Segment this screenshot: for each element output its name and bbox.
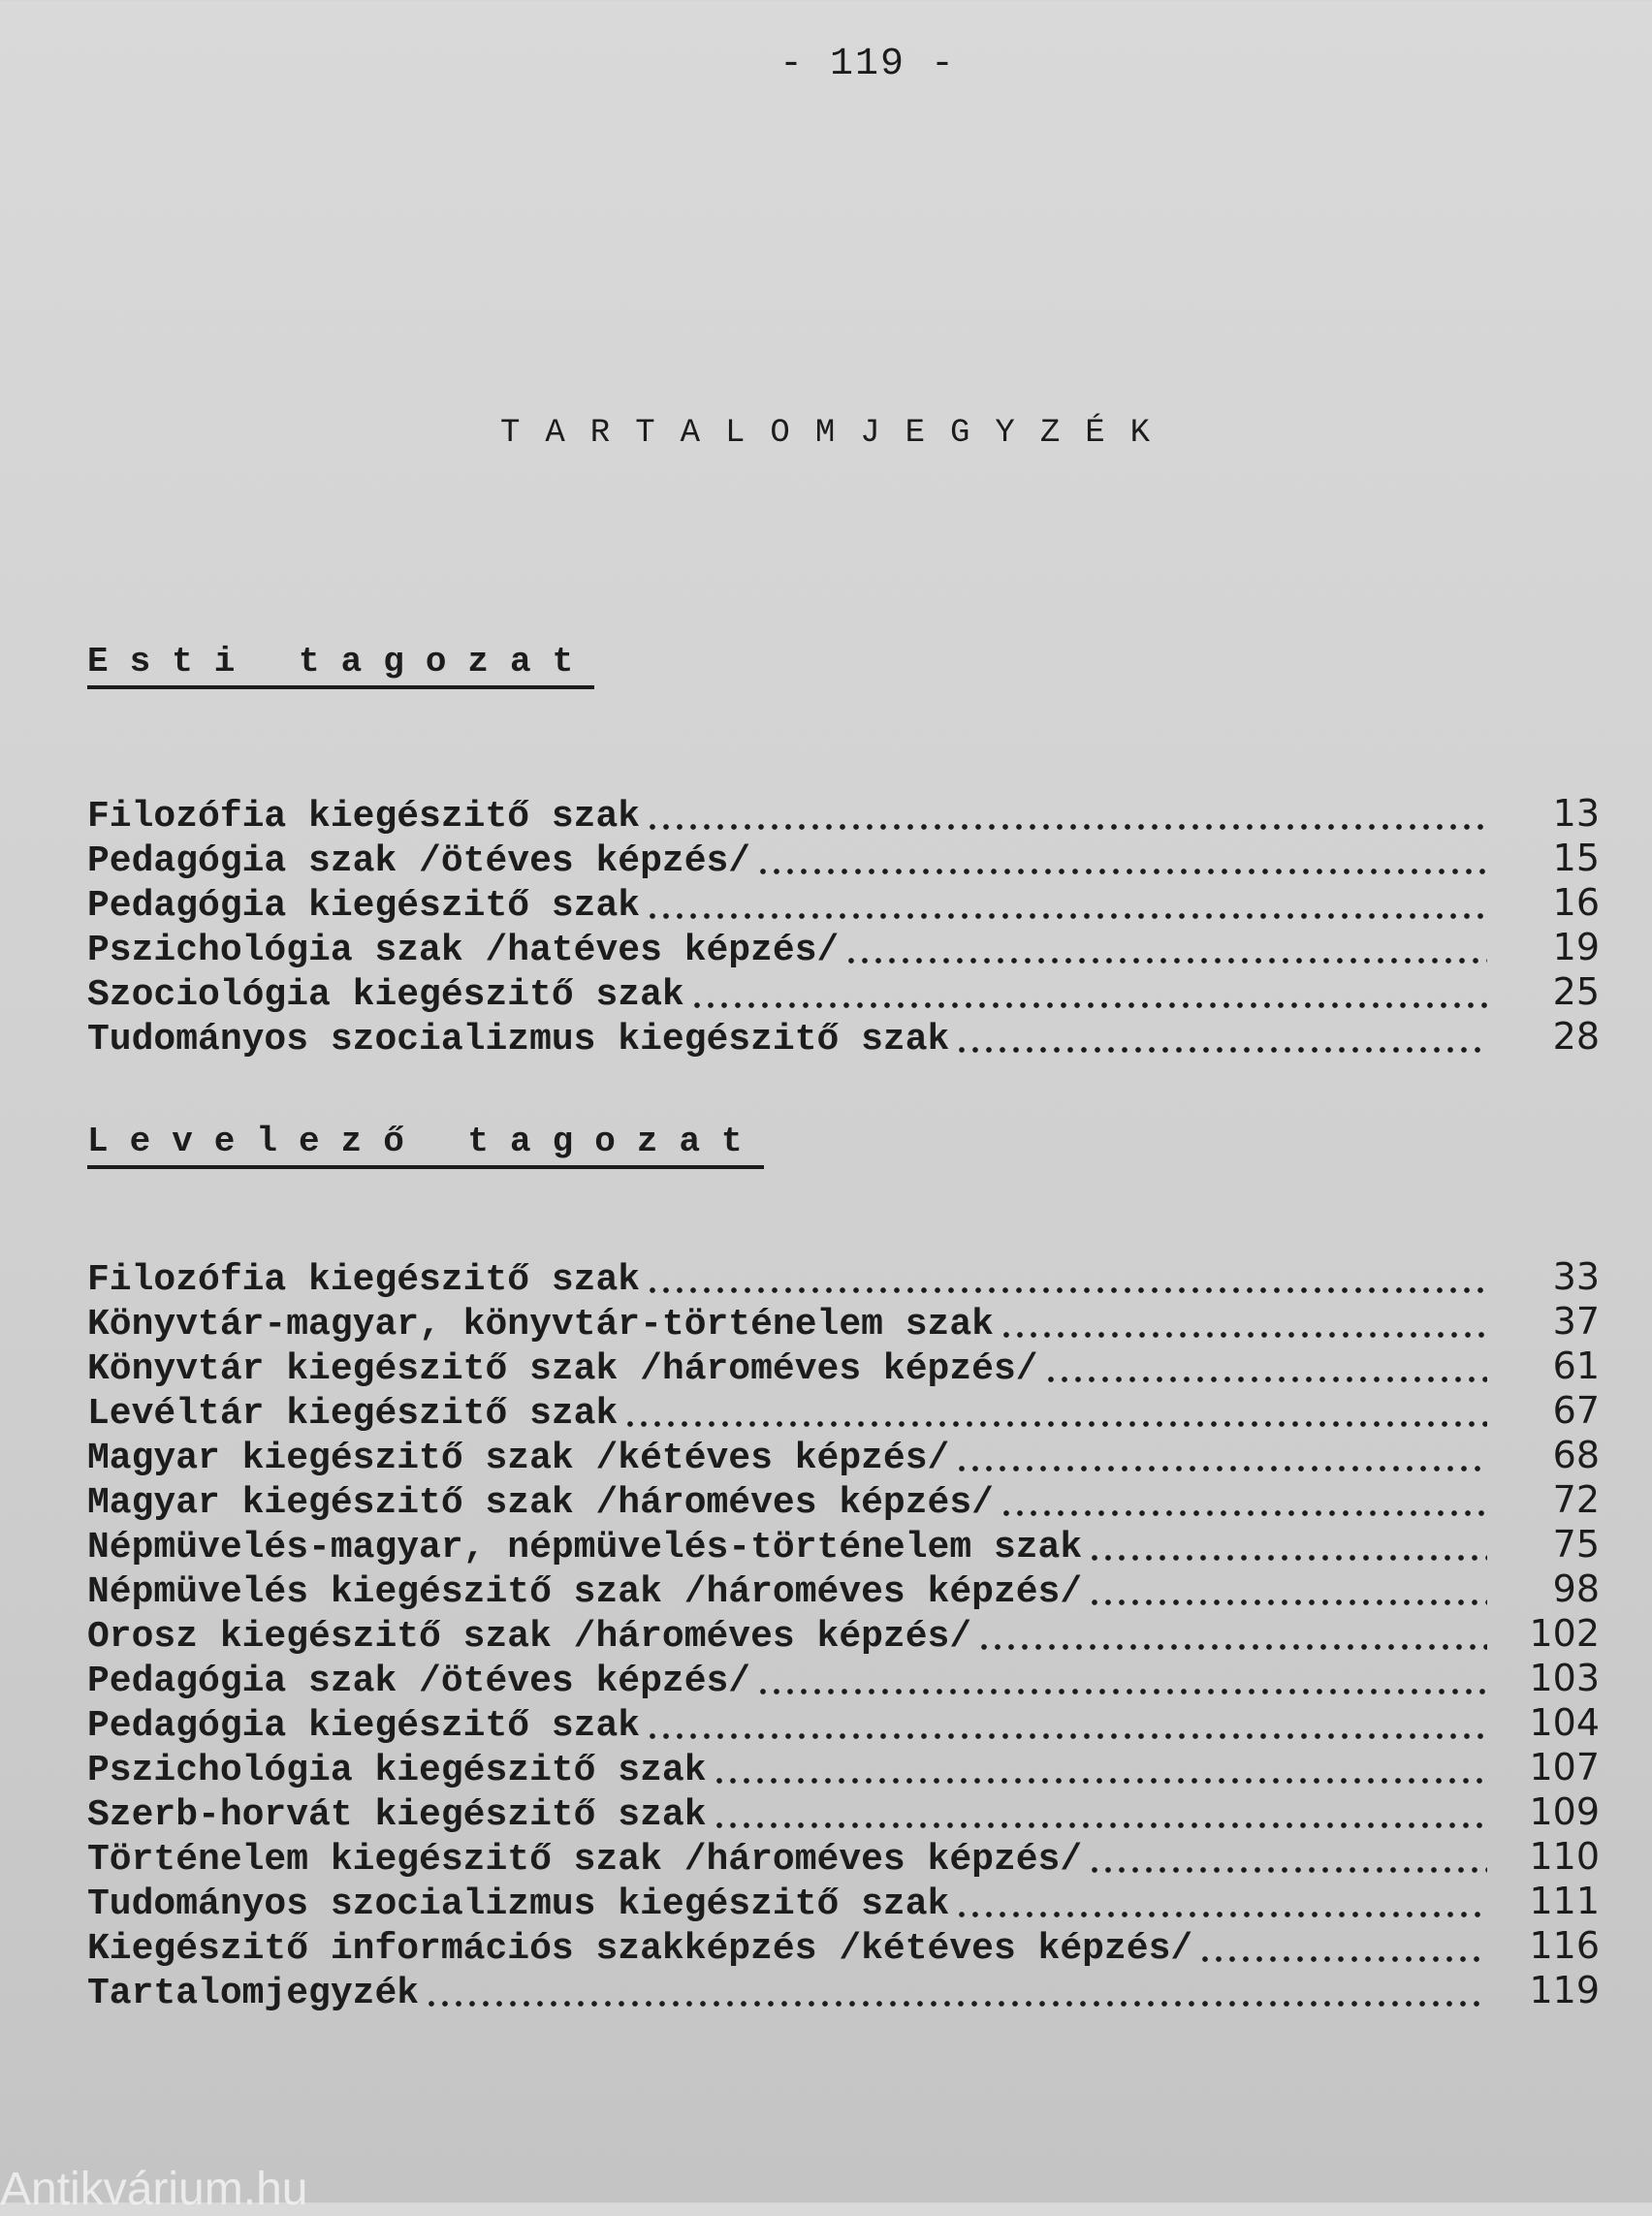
dot-leader bbox=[425, 2001, 1487, 2007]
toc-entry-title: Pedagógia szak /ötéves képzés/ bbox=[87, 840, 751, 882]
toc-entry-title: Történelem kiegészitő szak /hároméves képzés/ bbox=[87, 1839, 1083, 1881]
toc-entry-page: 19 bbox=[1552, 926, 1600, 968]
toc-entry-page: 15 bbox=[1552, 837, 1600, 879]
toc-entry-page: 119 bbox=[1529, 1969, 1600, 2011]
toc-entry bbox=[87, 838, 1600, 882]
toc-entry-title: Levéltár kiegészitő szak bbox=[87, 1393, 619, 1435]
dot-leader bbox=[955, 1466, 1487, 1472]
toc-entry-page: 116 bbox=[1529, 1924, 1600, 1967]
toc-entry-page: 13 bbox=[1552, 792, 1600, 835]
toc-entry-title: Népmüvelés kiegészitő szak /hároméves képzés/ bbox=[87, 1571, 1083, 1613]
dot-leader bbox=[756, 869, 1487, 874]
toc-entry-page: 33 bbox=[1552, 1255, 1600, 1298]
toc-entry bbox=[87, 1345, 1600, 1390]
dot-leader bbox=[646, 1287, 1487, 1293]
toc-entry bbox=[87, 1881, 1600, 1925]
toc-entry-page: 104 bbox=[1529, 1701, 1600, 1744]
toc-entry-page: 67 bbox=[1552, 1389, 1600, 1432]
toc-entry-page: 16 bbox=[1552, 881, 1600, 924]
toc-entry bbox=[87, 971, 1600, 1016]
toc-entry-title: Pedagógia kiegészitő szak bbox=[87, 1705, 641, 1747]
toc-entry-title: Könyvtár kiegészitő szak /hároméves képzés/ bbox=[87, 1348, 1038, 1390]
dot-leader bbox=[646, 913, 1487, 919]
section-heading-esti: Esti tagozat bbox=[87, 642, 594, 689]
toc-entry bbox=[87, 927, 1600, 971]
toc-entry-page: 98 bbox=[1552, 1567, 1600, 1610]
toc-entry bbox=[87, 1970, 1600, 2014]
dot-leader bbox=[646, 824, 1487, 830]
toc-entry bbox=[87, 882, 1600, 927]
toc-list-esti bbox=[87, 793, 1600, 1061]
toc-entry-page: 37 bbox=[1552, 1300, 1600, 1343]
toc-entry-title: Szociológia kiegészitő szak bbox=[87, 974, 684, 1016]
toc-entry bbox=[87, 1390, 1600, 1435]
toc-entry-page: 110 bbox=[1529, 1835, 1600, 1878]
toc-entry-title: Népmüvelés-magyar, népmüvelés-történelem szak bbox=[87, 1527, 1083, 1568]
toc-entry bbox=[87, 1791, 1600, 1836]
toc-entry bbox=[87, 1301, 1600, 1345]
toc-entry-page: 28 bbox=[1552, 1015, 1600, 1058]
dot-leader bbox=[713, 1822, 1487, 1828]
toc-entry-title: Magyar kiegészitő szak /hároméves képzés/ bbox=[87, 1482, 994, 1524]
toc-entry bbox=[87, 793, 1600, 838]
toc-entry-page: 75 bbox=[1552, 1523, 1600, 1566]
toc-entry-page: 68 bbox=[1552, 1434, 1600, 1476]
watermark: Antikvárium.hu bbox=[0, 2164, 308, 2215]
toc-entry bbox=[87, 1836, 1600, 1881]
dot-leader bbox=[1088, 1867, 1487, 1873]
toc-entry-title: Magyar kiegészitő szak /kétéves képzés/ bbox=[87, 1438, 950, 1479]
dot-leader bbox=[955, 1047, 1487, 1053]
dot-leader bbox=[1000, 1510, 1487, 1516]
dot-leader bbox=[1198, 1956, 1487, 1962]
toc-entry-title: Filozófia kiegészitő szak bbox=[87, 796, 641, 838]
toc-entry-page: 103 bbox=[1529, 1657, 1600, 1699]
section-heading-levelezo: Levelező tagozat bbox=[87, 1122, 764, 1169]
toc-entry-title: Pszichológia kiegészitő szak bbox=[87, 1750, 707, 1791]
dot-leader bbox=[756, 1689, 1487, 1694]
toc-entry-page: 61 bbox=[1552, 1345, 1600, 1387]
dot-leader bbox=[1000, 1332, 1487, 1338]
dot-leader bbox=[844, 958, 1487, 964]
dot-leader bbox=[713, 1778, 1487, 1784]
toc-entry-page: 109 bbox=[1529, 1790, 1600, 1833]
toc-entry-page: 72 bbox=[1552, 1478, 1600, 1521]
toc-entry-title: Tudományos szocializmus kiegészitő szak bbox=[87, 1884, 950, 1925]
toc-entry-title: Kiegészitő információs szakképzés /kétéves képzés/ bbox=[87, 1928, 1193, 1970]
toc-entry-title: Szerb-horvát kiegészitő szak bbox=[87, 1794, 707, 1836]
toc-entry-page: 107 bbox=[1529, 1746, 1600, 1789]
toc-entry bbox=[87, 1747, 1600, 1791]
toc-entry bbox=[87, 1256, 1600, 1301]
toc-entry-title: Könyvtár-magyar, könyvtár-történelem szak bbox=[87, 1304, 994, 1345]
toc-list-levelezo bbox=[87, 1256, 1600, 2014]
toc-entry-title: Tudományos szocializmus kiegészitő szak bbox=[87, 1019, 950, 1061]
toc-entry bbox=[87, 1925, 1600, 1970]
toc-entry bbox=[87, 1016, 1600, 1061]
toc-entry bbox=[87, 1568, 1600, 1613]
toc-entry-title: Pedagógia szak /ötéves képzés/ bbox=[87, 1661, 751, 1702]
dot-leader bbox=[623, 1421, 1487, 1427]
page-number: - 119 - bbox=[778, 43, 957, 86]
toc-entry-page: 25 bbox=[1552, 970, 1600, 1013]
toc-entry bbox=[87, 1479, 1600, 1524]
toc-entry bbox=[87, 1613, 1600, 1658]
dot-leader bbox=[646, 1733, 1487, 1739]
dot-leader bbox=[690, 1002, 1487, 1008]
dot-leader bbox=[1088, 1599, 1487, 1605]
dot-leader bbox=[977, 1644, 1487, 1650]
toc-entry-title: Pszichológia szak /hatéves képzés/ bbox=[87, 930, 840, 971]
toc-entry-title: Orosz kiegészitő szak /hároméves képzés/ bbox=[87, 1616, 972, 1658]
toc-entry-title: Filozófia kiegészitő szak bbox=[87, 1259, 641, 1301]
dot-leader bbox=[1088, 1555, 1487, 1561]
toc-entry bbox=[87, 1435, 1600, 1479]
toc-entry bbox=[87, 1658, 1600, 1702]
toc-entry-page: 102 bbox=[1529, 1612, 1600, 1655]
toc-entry bbox=[87, 1702, 1600, 1747]
toc-entry-title: Pedagógia kiegészitő szak bbox=[87, 885, 641, 927]
toc-entry-page: 111 bbox=[1529, 1880, 1600, 1922]
toc-entry-title: Tartalomjegyzék bbox=[87, 1973, 420, 2014]
dot-leader bbox=[1044, 1377, 1487, 1382]
dot-leader bbox=[955, 1912, 1487, 1917]
toc-entry bbox=[87, 1524, 1600, 1568]
page-title: TARTALOMJEGYZÉK bbox=[500, 415, 1176, 452]
